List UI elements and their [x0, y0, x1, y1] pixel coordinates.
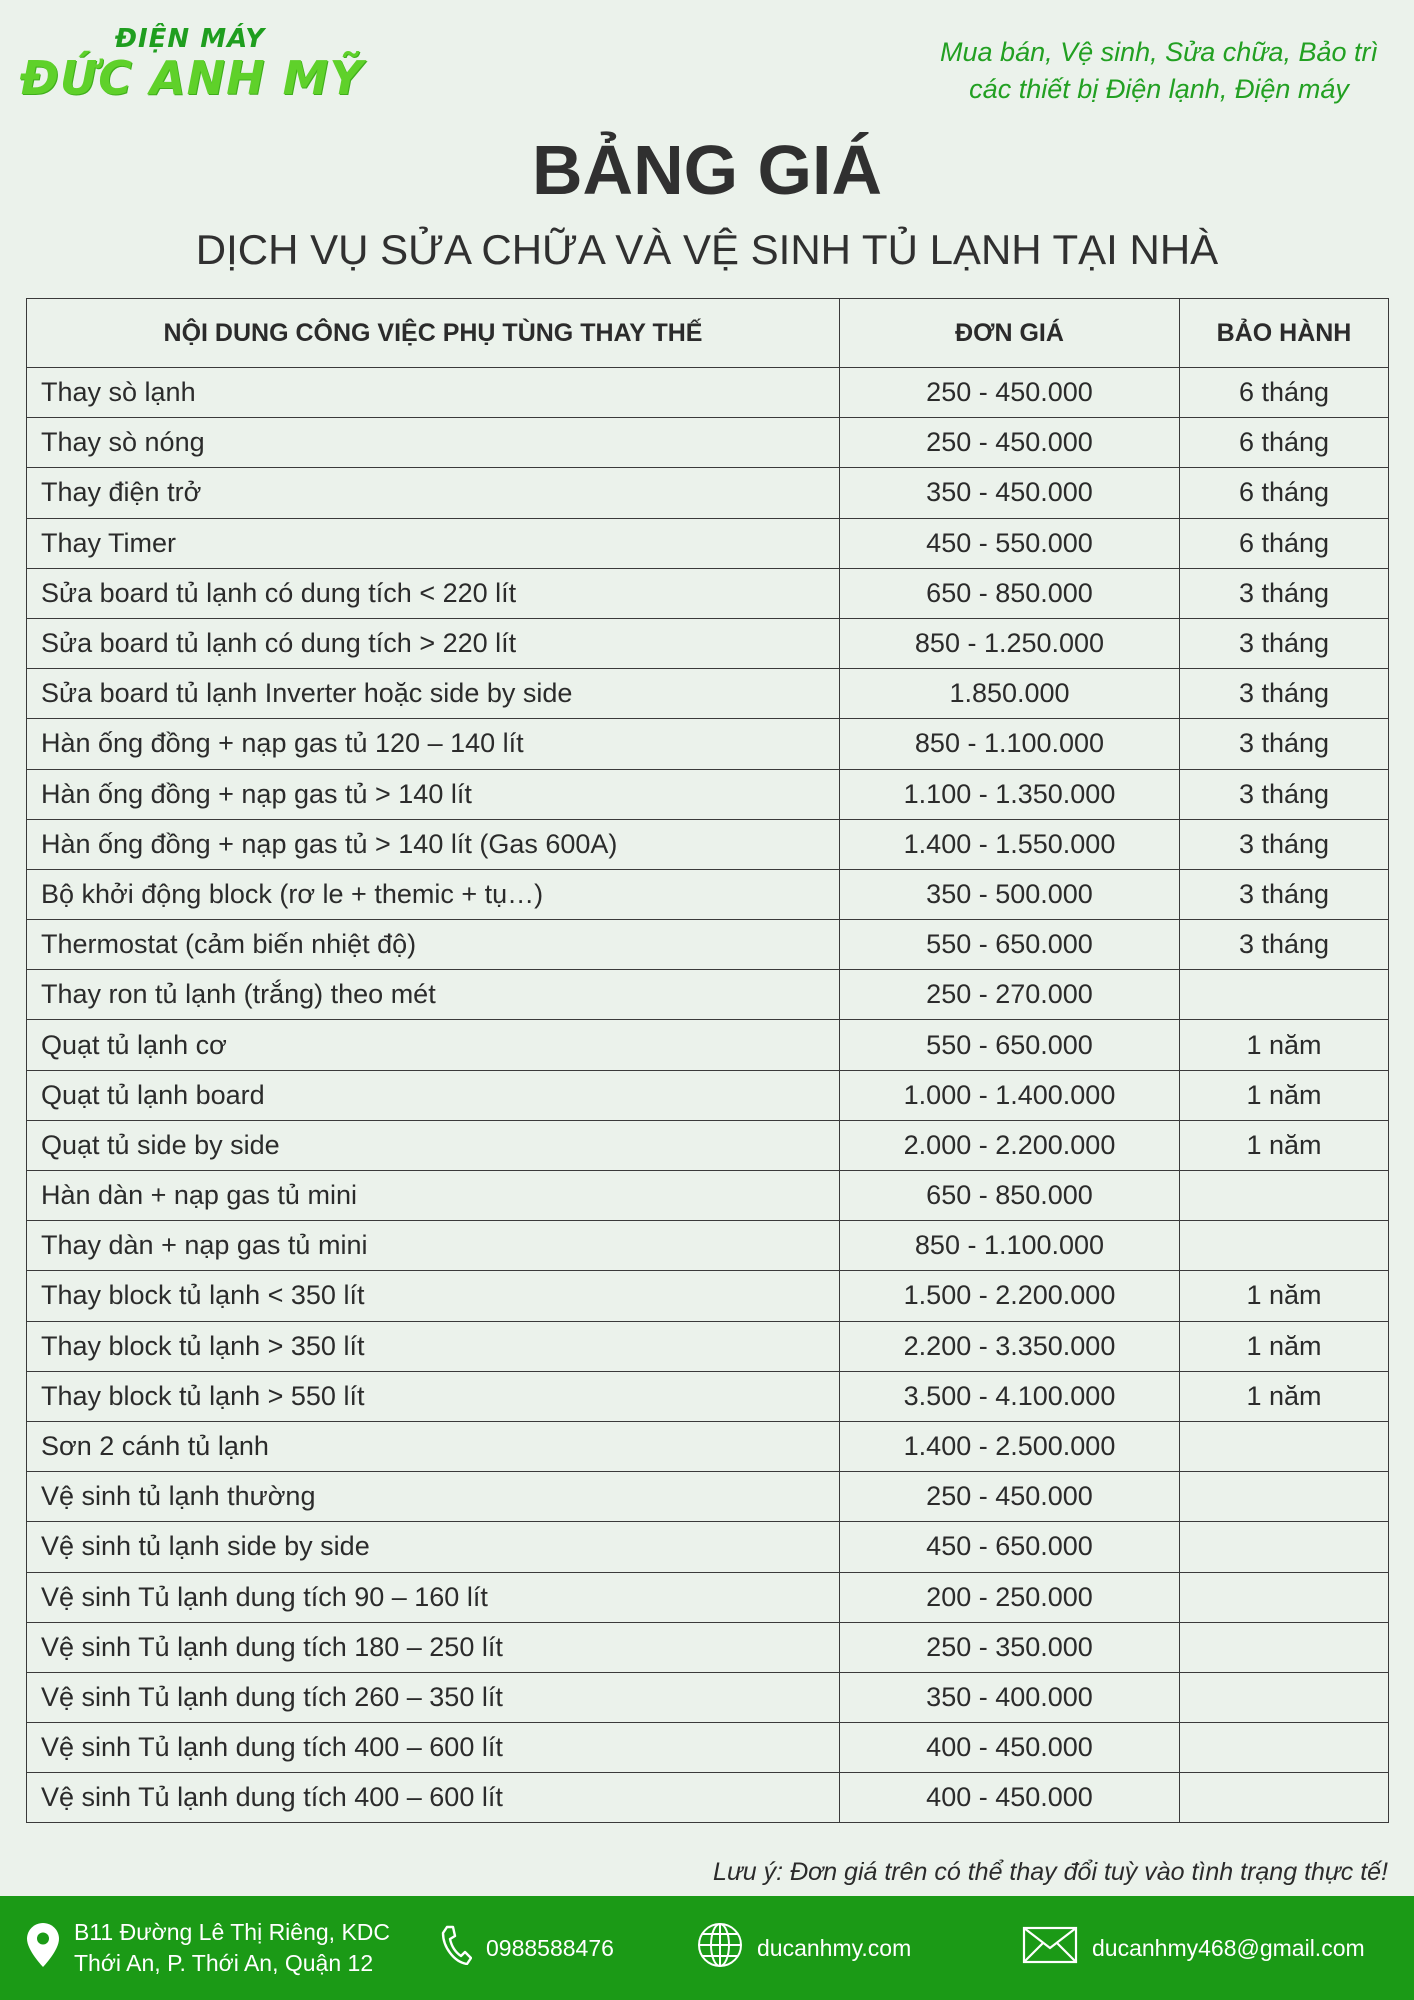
price-cell: 550 - 650.000 — [840, 1020, 1180, 1070]
price-table-body — [27, 368, 1389, 1823]
warranty-cell — [1180, 1622, 1389, 1672]
warranty-cell — [1180, 1472, 1389, 1522]
table-row — [27, 869, 1389, 919]
price-cell: 450 - 650.000 — [840, 1522, 1180, 1572]
brand-logo-line2: ĐỨC ANH MỸ — [20, 51, 364, 105]
warranty-cell — [1180, 1421, 1389, 1471]
warranty-cell: 6 tháng — [1180, 368, 1389, 418]
table-row — [27, 418, 1389, 468]
brand-logo — [20, 24, 364, 105]
table-row — [27, 1070, 1389, 1120]
warranty-cell — [1180, 1171, 1389, 1221]
warranty-cell — [1180, 1723, 1389, 1773]
table-row — [27, 920, 1389, 970]
service-cell: Sửa board tủ lạnh có dung tích < 220 lít — [27, 568, 840, 618]
table-row — [27, 1723, 1389, 1773]
footer-website[interactable] — [697, 1896, 911, 2000]
table-row — [27, 1421, 1389, 1471]
footer-phone-text[interactable]: 0988588476 — [486, 1934, 614, 1961]
service-cell: Thay block tủ lạnh > 550 lít — [27, 1371, 840, 1421]
service-cell: Thay sò nóng — [27, 418, 840, 468]
price-cell: 450 - 550.000 — [840, 518, 1180, 568]
price-cell: 1.850.000 — [840, 669, 1180, 719]
price-note: Lưu ý: Đơn giá trên có thể thay đổi tuỳ vào tình trạng thực tế! — [713, 1858, 1388, 1886]
footer-address — [26, 1896, 390, 2000]
footer-address-line2: Thới An, P. Thới An, Quận 12 — [74, 1950, 374, 1976]
header-service: NỘI DUNG CÔNG VIỆC PHỤ TÙNG THAY THẾ — [27, 299, 840, 368]
table-row — [27, 970, 1389, 1020]
table-row — [27, 1672, 1389, 1722]
globe-icon — [697, 1922, 757, 1974]
price-cell: 1.000 - 1.400.000 — [840, 1070, 1180, 1120]
table-row — [27, 769, 1389, 819]
service-cell: Quạt tủ lạnh board — [27, 1070, 840, 1120]
warranty-cell: 3 tháng — [1180, 719, 1389, 769]
service-cell: Vệ sinh tủ lạnh side by side — [27, 1522, 840, 1572]
price-cell: 250 - 270.000 — [840, 970, 1180, 1020]
service-cell: Thay block tủ lạnh > 350 lít — [27, 1321, 840, 1371]
page-title: BẢNG GIÁ — [532, 131, 882, 209]
table-row — [27, 468, 1389, 518]
page-subtitle: DỊCH VỤ SỬA CHỮA VÀ VỆ SINH TỦ LẠNH TẠI NHÀ — [195, 226, 1219, 273]
price-cell: 3.500 - 4.100.000 — [840, 1371, 1180, 1421]
warranty-cell: 3 tháng — [1180, 669, 1389, 719]
service-cell: Vệ sinh Tủ lạnh dung tích 260 – 350 lít — [27, 1672, 840, 1722]
warranty-cell — [1180, 1221, 1389, 1271]
footer-address-line1: B11 Đường Lê Thị Riêng, KDC — [74, 1919, 391, 1945]
table-header-row — [27, 299, 1389, 368]
price-cell: 1.400 - 1.550.000 — [840, 819, 1180, 869]
tagline — [940, 34, 1378, 108]
price-cell: 350 - 400.000 — [840, 1672, 1180, 1722]
map-pin-icon — [26, 1922, 74, 1974]
price-cell: 650 - 850.000 — [840, 1171, 1180, 1221]
price-table — [26, 298, 1389, 1823]
table-row — [27, 669, 1389, 719]
warranty-cell — [1180, 1572, 1389, 1622]
service-cell: Thay ron tủ lạnh (trắng) theo mét — [27, 970, 840, 1020]
service-cell: Hàn dàn + nạp gas tủ mini — [27, 1171, 840, 1221]
warranty-cell: 3 tháng — [1180, 568, 1389, 618]
table-row — [27, 1622, 1389, 1672]
mail-icon — [1022, 1926, 1092, 1970]
table-row — [27, 1020, 1389, 1070]
table-row — [27, 1773, 1389, 1823]
price-cell: 200 - 250.000 — [840, 1572, 1180, 1622]
service-cell: Sơn 2 cánh tủ lạnh — [27, 1421, 840, 1471]
price-cell: 850 - 1.100.000 — [840, 719, 1180, 769]
price-cell: 650 - 850.000 — [840, 568, 1180, 618]
table-row — [27, 1120, 1389, 1170]
price-cell: 850 - 1.100.000 — [840, 1221, 1180, 1271]
warranty-cell — [1180, 1672, 1389, 1722]
service-cell: Thermostat (cảm biến nhiệt độ) — [27, 920, 840, 970]
table-row — [27, 368, 1389, 418]
service-cell: Thay sò lạnh — [27, 368, 840, 418]
warranty-cell — [1180, 970, 1389, 1020]
footer-bar — [0, 1896, 1414, 2000]
service-cell: Thay Timer — [27, 518, 840, 568]
service-cell: Vệ sinh Tủ lạnh dung tích 400 – 600 lít — [27, 1723, 840, 1773]
table-row — [27, 1572, 1389, 1622]
warranty-cell: 6 tháng — [1180, 418, 1389, 468]
service-cell: Vệ sinh Tủ lạnh dung tích 90 – 160 lít — [27, 1572, 840, 1622]
service-cell: Sửa board tủ lạnh Inverter hoặc side by side — [27, 669, 840, 719]
tagline-line2: các thiết bị Điện lạnh, Điện máy — [969, 74, 1349, 104]
warranty-cell: 1 năm — [1180, 1070, 1389, 1120]
warranty-cell: 3 tháng — [1180, 769, 1389, 819]
price-cell: 400 - 450.000 — [840, 1723, 1180, 1773]
warranty-cell: 1 năm — [1180, 1321, 1389, 1371]
warranty-cell: 3 tháng — [1180, 819, 1389, 869]
service-cell: Thay dàn + nạp gas tủ mini — [27, 1221, 840, 1271]
service-cell: Sửa board tủ lạnh có dung tích > 220 lít — [27, 618, 840, 668]
warranty-cell: 3 tháng — [1180, 869, 1389, 919]
price-cell: 350 - 450.000 — [840, 468, 1180, 518]
tagline-line1: Mua bán, Vệ sinh, Sửa chữa, Bảo trì — [940, 37, 1378, 67]
price-cell: 250 - 450.000 — [840, 418, 1180, 468]
price-cell: 2.200 - 3.350.000 — [840, 1321, 1180, 1371]
service-cell: Hàn ống đồng + nạp gas tủ 120 – 140 lít — [27, 719, 840, 769]
service-cell: Thay block tủ lạnh < 350 lít — [27, 1271, 840, 1321]
table-row — [27, 819, 1389, 869]
price-cell: 1.400 - 2.500.000 — [840, 1421, 1180, 1471]
service-cell: Hàn ống đồng + nạp gas tủ > 140 lít — [27, 769, 840, 819]
warranty-cell — [1180, 1773, 1389, 1823]
price-cell: 400 - 450.000 — [840, 1773, 1180, 1823]
warranty-cell: 1 năm — [1180, 1371, 1389, 1421]
table-row — [27, 1522, 1389, 1572]
warranty-cell: 3 tháng — [1180, 618, 1389, 668]
table-row — [27, 568, 1389, 618]
warranty-cell: 3 tháng — [1180, 920, 1389, 970]
table-row — [27, 618, 1389, 668]
warranty-cell: 6 tháng — [1180, 518, 1389, 568]
footer-phone[interactable] — [440, 1896, 614, 2000]
service-cell: Vệ sinh Tủ lạnh dung tích 400 – 600 lít — [27, 1773, 840, 1823]
price-cell: 250 - 450.000 — [840, 368, 1180, 418]
table-row — [27, 1271, 1389, 1321]
header-warranty: BẢO HÀNH — [1180, 299, 1389, 368]
warranty-cell: 1 năm — [1180, 1271, 1389, 1321]
price-cell: 550 - 650.000 — [840, 920, 1180, 970]
warranty-cell: 1 năm — [1180, 1020, 1389, 1070]
service-cell: Vệ sinh Tủ lạnh dung tích 180 – 250 lít — [27, 1622, 840, 1672]
footer-email[interactable] — [1022, 1896, 1365, 2000]
brand-logo-line1: ĐIỆN MÁY — [114, 24, 266, 54]
service-cell: Thay điện trở — [27, 468, 840, 518]
price-cell: 850 - 1.250.000 — [840, 618, 1180, 668]
warranty-cell: 1 năm — [1180, 1120, 1389, 1170]
service-cell: Bộ khởi động block (rơ le + themic + tụ…) — [27, 869, 840, 919]
price-cell: 1.500 - 2.200.000 — [840, 1271, 1180, 1321]
phone-icon — [440, 1925, 486, 1971]
price-cell: 2.000 - 2.200.000 — [840, 1120, 1180, 1170]
price-cell: 350 - 500.000 — [840, 869, 1180, 919]
table-row — [27, 518, 1389, 568]
price-cell: 1.100 - 1.350.000 — [840, 769, 1180, 819]
table-row — [27, 1171, 1389, 1221]
service-cell: Hàn ống đồng + nạp gas tủ > 140 lít (Gas 600A) — [27, 819, 840, 869]
footer-email-text[interactable]: ducanhmy468@gmail.com — [1092, 1934, 1365, 1961]
service-cell: Quạt tủ lạnh cơ — [27, 1020, 840, 1070]
price-cell: 250 - 350.000 — [840, 1622, 1180, 1672]
table-row — [27, 719, 1389, 769]
table-row — [27, 1371, 1389, 1421]
table-row — [27, 1321, 1389, 1371]
warranty-cell: 6 tháng — [1180, 468, 1389, 518]
price-cell: 250 - 450.000 — [840, 1472, 1180, 1522]
warranty-cell — [1180, 1522, 1389, 1572]
footer-website-text[interactable]: ducanhmy.com — [757, 1934, 912, 1961]
service-cell: Quạt tủ side by side — [27, 1120, 840, 1170]
header-price: ĐƠN GIÁ — [840, 299, 1180, 368]
table-row — [27, 1221, 1389, 1271]
service-cell: Vệ sinh tủ lạnh thường — [27, 1472, 840, 1522]
table-row — [27, 1472, 1389, 1522]
